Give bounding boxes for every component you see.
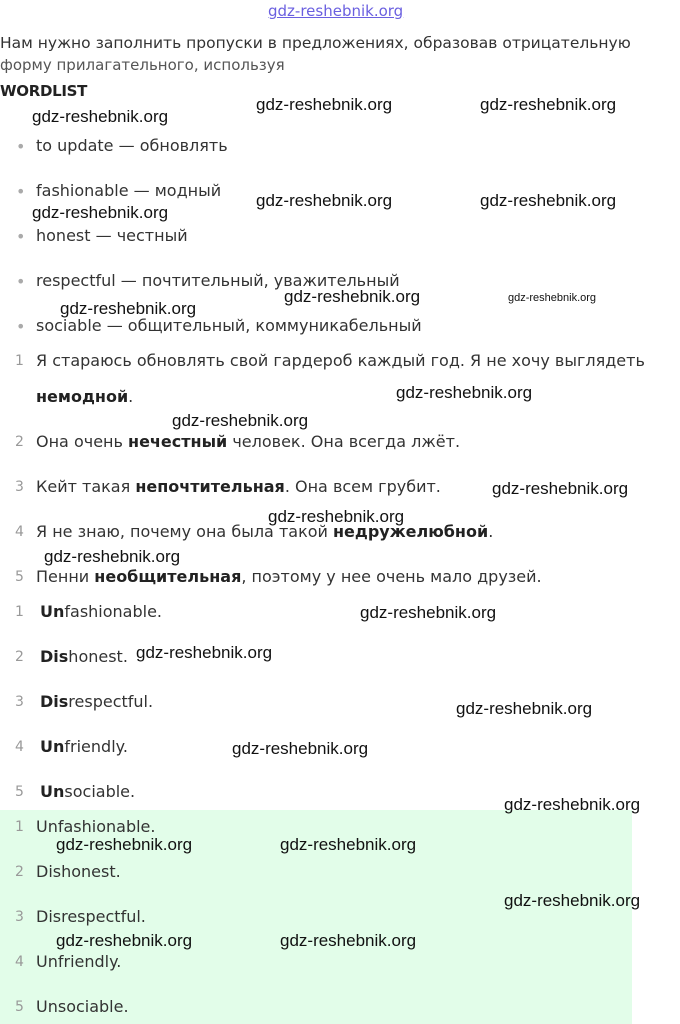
final-answer-line: Unsociable.: [36, 997, 129, 1016]
answer-line: Unfriendly.: [40, 737, 128, 756]
watermark: gdz-reshebnik.org: [280, 835, 417, 854]
watermark: gdz-reshebnik.org: [256, 95, 393, 114]
intro-cut-line: форму прилагательного, используя: [0, 56, 285, 74]
final-answer-line: Unfashionable.: [36, 817, 156, 836]
bullet-icon: •: [16, 227, 26, 246]
final-answer-line: Dishonest.: [36, 862, 121, 881]
bullet-icon: •: [16, 272, 26, 291]
watermark: gdz-reshebnik.org: [268, 507, 405, 526]
translation-line: Я стараюсь обновлять свой гардероб каждый год. Я не хочу выглядеть: [36, 351, 645, 370]
answer-line: Unfashionable.: [40, 602, 163, 621]
item-number: 4: [15, 954, 24, 970]
translation-line: Кейт такая непочтительная. Она всем грубит.: [36, 477, 441, 496]
wordlist-item: to update — обновлять: [36, 136, 228, 155]
watermark: gdz-reshebnik.org: [256, 191, 393, 210]
translation-line: Она очень нечестный человек. Она всегда лжёт.: [36, 432, 461, 451]
item-number: 2: [15, 864, 24, 880]
item-number: 3: [15, 694, 24, 710]
watermark: gdz-reshebnik.org: [504, 795, 641, 814]
watermark: gdz-reshebnik.org: [504, 891, 641, 910]
item-number: 2: [15, 434, 24, 450]
item-number: 3: [15, 479, 24, 495]
bullet-icon: •: [16, 317, 26, 336]
watermark: gdz-reshebnik.org: [284, 287, 421, 306]
watermark: gdz-reshebnik.org: [480, 95, 617, 114]
watermark: gdz-reshebnik.org: [56, 835, 193, 854]
item-number: 3: [15, 909, 24, 925]
watermark: gdz-reshebnik.org: [32, 203, 169, 222]
item-number: 5: [15, 784, 24, 800]
item-number: 1: [15, 819, 24, 835]
final-answer-line: Disrespectful.: [36, 907, 146, 926]
watermark: gdz-reshebnik.org: [480, 191, 617, 210]
watermark: gdz-reshebnik.org: [32, 107, 169, 126]
translation-line: Я не знаю, почему она была такой недружелюбной.: [36, 522, 494, 541]
wordlist-item: fashionable — модный: [36, 181, 222, 200]
bullet-icon: •: [16, 182, 26, 201]
translation-line: Пенни необщительная, поэтому у нее очень мало друзей.: [36, 567, 542, 586]
wordlist-item: sociable — общительный, коммуникабельный: [36, 316, 422, 335]
item-number: 5: [15, 569, 24, 585]
wordlist-item: honest — честный: [36, 226, 188, 245]
item-number: 4: [15, 739, 24, 755]
wordlist-title: WORDLIST: [0, 82, 88, 100]
item-number: 1: [15, 353, 24, 369]
watermark: gdz-reshebnik.org: [232, 739, 369, 758]
answer-line: Disrespectful.: [40, 692, 154, 711]
item-number: 5: [15, 999, 24, 1015]
bullet-icon: •: [16, 137, 26, 156]
watermark: gdz-reshebnik.org: [136, 643, 273, 662]
watermark: gdz-reshebnik.org: [360, 603, 497, 622]
item-number: 1: [15, 604, 24, 620]
watermark: gdz-reshebnik.org: [280, 931, 417, 950]
intro-text: Нам нужно заполнить пропуски в предложениях, образовав отрицательную: [0, 34, 631, 52]
watermark: gdz-reshebnik.org: [508, 292, 597, 304]
watermark: gdz-reshebnik.org: [396, 383, 533, 402]
answer-line: Dishonest.: [40, 647, 128, 666]
watermark: gdz-reshebnik.org: [492, 479, 629, 498]
watermark: gdz-reshebnik.org: [56, 931, 193, 950]
item-number: 4: [15, 524, 24, 540]
watermark: gdz-reshebnik.org: [60, 299, 197, 318]
watermark: gdz-reshebnik.org: [456, 699, 593, 718]
translation-line: немодной.: [36, 387, 134, 406]
item-number: 2: [15, 649, 24, 665]
watermark: gdz-reshebnik.org: [44, 547, 181, 566]
answer-line: Unsociable.: [40, 782, 136, 801]
final-answer-line: Unfriendly.: [36, 952, 122, 971]
wordlist-item: respectful — почтительный, уважительный: [36, 271, 400, 290]
site-link[interactable]: gdz-reshebnik.org: [268, 2, 404, 20]
watermark: gdz-reshebnik.org: [172, 411, 309, 430]
